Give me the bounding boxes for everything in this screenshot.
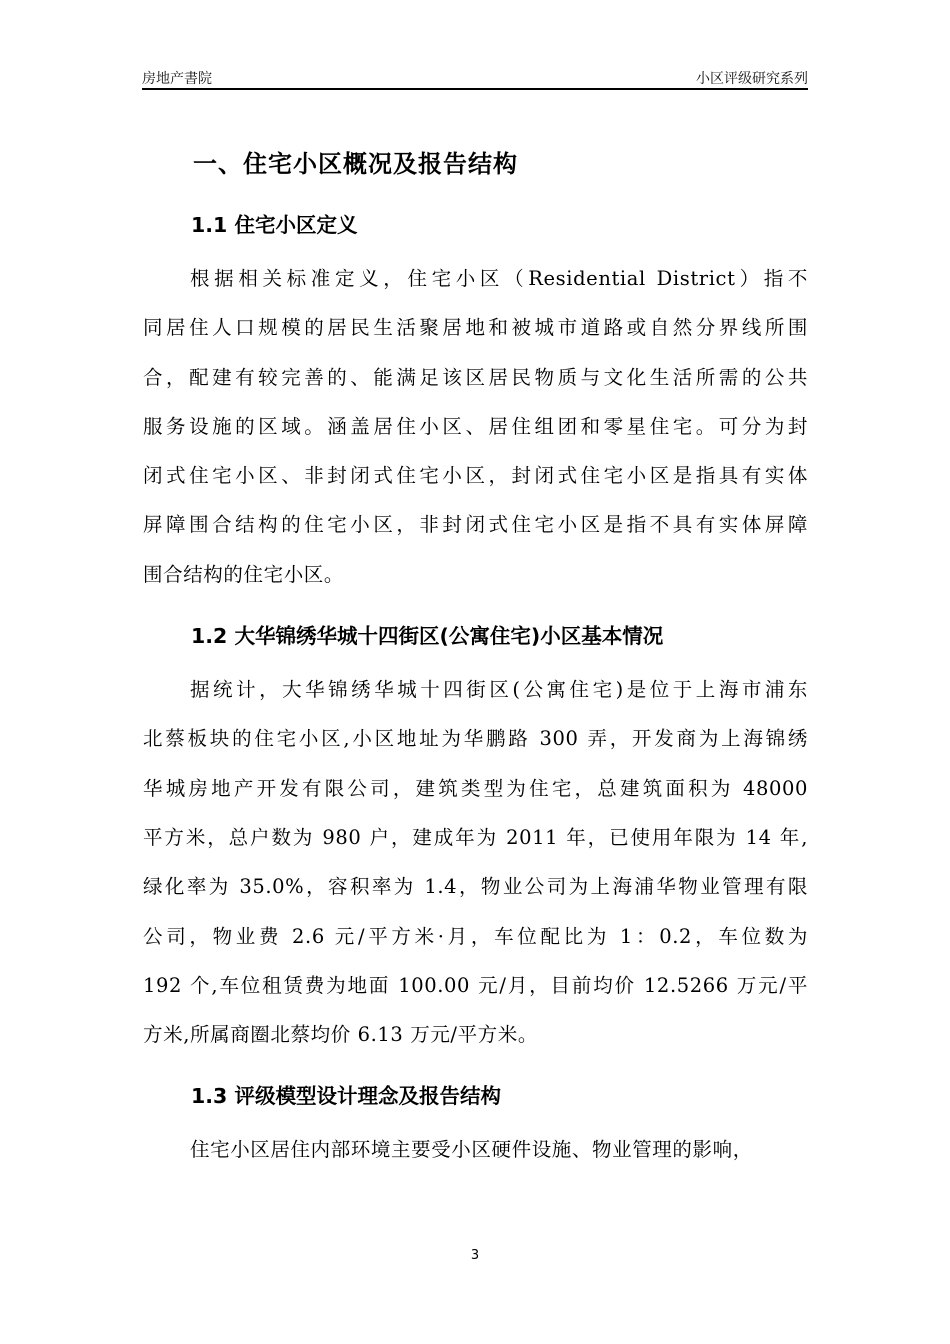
paragraph-model-design bbox=[143, 1125, 808, 1174]
text-line: 据统计，大华锦绣华城十四街区(公寓住宅)是位于上海市浦东 bbox=[190, 678, 808, 702]
paragraph-basic-info bbox=[143, 665, 808, 1059]
text-line: 平方米，总户数为 980 户，建成年为 2011 年，已使用年限为 14 年, bbox=[143, 825, 808, 849]
chapter-title: 一、住宅小区概况及报告结构 bbox=[193, 150, 518, 178]
text-line: 合，配建有较完善的、能满足该区居民物质与文化生活所需的公共 bbox=[143, 365, 808, 389]
section-title-1-3: 1.3 评级模型设计理念及报告结构 bbox=[191, 1084, 501, 1109]
text-line: 根据相关标准定义，住宅小区（Residential District）指不 bbox=[190, 267, 808, 290]
text-line: 192 个,车位租赁费为地面 100.00 元/月，目前均价 12.5266 万元/平 bbox=[143, 973, 808, 997]
text-line: 方米,所属商圈北蔡均价 6.13 万元/平方米。 bbox=[143, 1023, 538, 1047]
text-line: 公司，物业费 2.6 元/平方米·月，车位配比为 1：0.2，车位数为 bbox=[143, 924, 808, 948]
text-line: 屏障围合结构的住宅小区，非封闭式住宅小区是指不具有实体屏障 bbox=[143, 513, 808, 537]
text-line: 华城房地产开发有限公司，建筑类型为住宅，总建筑面积为 48000 bbox=[143, 776, 808, 800]
paragraph-definition bbox=[143, 254, 808, 599]
text-line: 北蔡板块的住宅小区,小区地址为华鹏路 300 弄，开发商为上海锦绣 bbox=[143, 727, 808, 751]
section-title-1-2: 1.2 大华锦绣华城十四街区(公寓住宅)小区基本情况 bbox=[191, 624, 664, 649]
text-line: 服务设施的区域。涵盖居住小区、居住组团和零星住宅。可分为封 bbox=[143, 414, 808, 438]
header-series: 小区评级研究系列 bbox=[696, 71, 808, 87]
page-body bbox=[143, 140, 808, 1183]
text-line: 绿化率为 35.0%，容积率为 1.4，物业公司为上海浦华物业管理有限 bbox=[143, 875, 808, 899]
text-line: 同居住人口规模的居民生活聚居地和被城市道路或自然分界线所围 bbox=[143, 316, 808, 340]
text-line: 住宅小区居住内部环境主要受小区硬件设施、物业管理的影响， bbox=[190, 1138, 753, 1162]
page-number: 3 bbox=[470, 1248, 480, 1263]
section-title-1-1: 1.1 住宅小区定义 bbox=[191, 213, 358, 237]
text-line: 围合结构的住宅小区。 bbox=[143, 562, 345, 586]
header-publisher: 房地产書院 bbox=[142, 71, 212, 87]
page-header bbox=[142, 66, 808, 90]
text-line: 闭式住宅小区、非封闭式住宅小区，封闭式住宅小区是指具有实体 bbox=[143, 464, 808, 488]
